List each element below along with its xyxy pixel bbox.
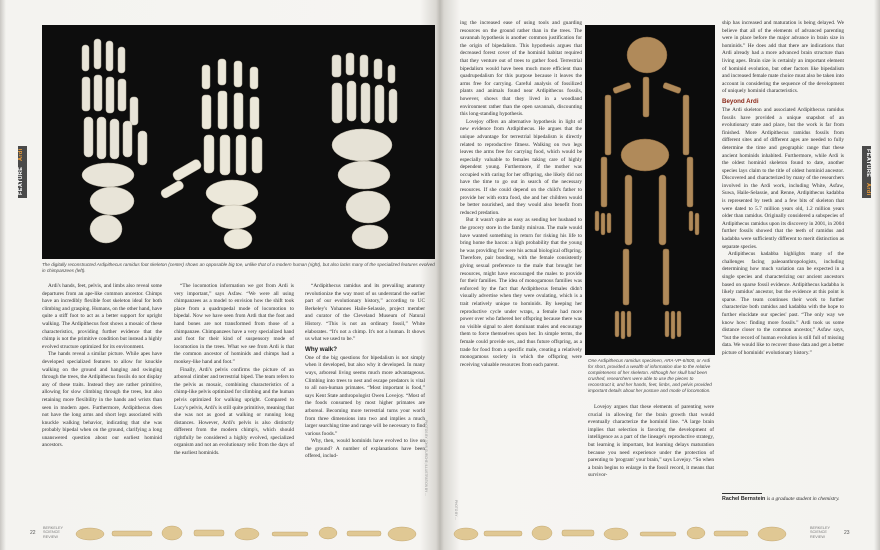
author-bio: is a graduate student in chemistry. (766, 496, 840, 502)
text-column-1 (460, 20, 582, 520)
magazine-logo-line: BERKELEY (810, 526, 831, 530)
section-label: FEATURE (865, 148, 871, 177)
paragraph: The Ardi skeleton and associated Ardipithecus ramidus fossils have provided a unique snapshot of an evolutionary state and place, but the work is far from finished. More Ardipithecus ramidus fossils from different sites and of different ages are needed to fully determine the time and geographic range that these ancient hominids inhabited. Furthermore, while Ardi is the oldest hominid skeleton found to date, another species lays claim to the title of oldest hominid ancestor. Discovered and characterized by many of the researchers involved in the Ardi work, including White, Asfaw, Suwa, Haile-Selassie, and Renne, Ardipithecus kadabba is represented by teeth and a few bits of skeleton that were dated to 5.7 million years old, 1.2 million years older than ramidus. Originally considered a subspecies of Ardipithecus ramidus upon its discovery in 2001, in 2004 further fossils showed that the teeth of ramidus and kadabba were sufficiently different to merit distinction as separate species. (722, 106, 844, 250)
foot-skeleton-comparison-photo (42, 25, 435, 259)
paragraph: “Ardipithecus ramidus and its prevailing anatomy revolutionize the way most of us understand the earlier part of our evolutionary history,” according to UC Berkeley's Yohannes Haile-Selassie, project member and curator of the Cleveland Museum of Natural History. “This is not an ordinary fossil,” White elaborates. “It's not a chimp. It's not a human. It shows us what we used to be.” (305, 283, 425, 343)
magazine-logo-line: REVIEW (810, 534, 825, 539)
paragraph: The hands reveal a similar picture. While apes have developed specialized features to allow for knuckle walking on the ground and hanging and swinging through the trees, the Ardipithecus fossils do not display any of these traits. Instead they are rather primitive, allowing for slow climbing through the trees, but also retaining more flexibility in the hands and wrists than seen in modern apes. Furthermore, Ardipithecus does not have the long arms and short legs associated with knuckle walking behavior, indicating that she was probably bipedal when on the ground, clarifying a long unanswered question about our earliest hominid ancestors. (42, 351, 162, 449)
section-tab (862, 146, 871, 198)
skeleton-illustration (585, 25, 715, 355)
paragraph: Lovejoy argues that these elements of parenting were crucial in allowing for the brain growth that would eventually characterize the hominid line. “A large brain implies that selection is favoring the development of intelligence as a part of the lineage's reproductive strategy, but learning is important, but learning delays maturation because you need experience under the protection of parenting to 'program' your brain,” says Lovejoy. “So when a brain begins to enlarge in the fossil record, it means that survivor- (588, 404, 714, 479)
magazine-logo (810, 526, 830, 539)
bone-decoration-strip (72, 522, 432, 544)
paragraph: Lovejoy offers an alternative hypothesis in light of new evidence from Ardipithecus. He argues that the unique advantage for terrestrial bipedalism is directly related to reproductive fitness. Walking on two legs leaves the arms free for carrying food, which would be especially valuable to females taking care of highly dependent young. Furthermore, if the mother was occupied with caring for her offspring, she likely did not have the time to go out in search of the necessary resources. If she could depend on the child's father to provide her with extra food, she and her children would be better nourished, and they would also benefit from reduced predation. (460, 118, 582, 216)
author-signature (722, 496, 844, 503)
paragraph: But it wasn't quite as easy as sending her husband to the grocery store in the family minivan. The male would have wanted something in return for risking his life to bring home the bacon: a high probability that the young he was providing for were his actual biological offspring. Therefore, pair bonding, with the female consistently giving sexual preference to the male that brought her resources, might have encouraged the males to provide for their families. The idea of monogamous families was enforced by the fact that Ardipithecus females didn't visually advertise when they were ovulating, which is a trait relatively unique to hominids. By keeping her reproductive cycle under wraps, a female had more power over who fathered her offspring because there was no visible signal to alert dominant males and encourage them to force themselves upon her. In simple terms, the female could provide sex, and thus future offspring, as a trade for food from a specific male, creating a relatively monogamous society in which the offspring were receiving valuable resources from each parent. (460, 217, 582, 368)
page-number: 22 (30, 530, 36, 536)
magazine-logo-line: SCIENCE (810, 530, 827, 535)
magazine-logo-line: SCIENCE (43, 530, 60, 535)
paragraph: “The locomotion information we got from Ardi is very important,” says Asfaw. “We were all using chimpanzees as a model to envision how the shift took place from a quadrupedal mode of locomotion to bipedal. Now we have seen from Ardi that the foot and hand bones are not transformed from those of a chimpanzee. Chimpanzees have a very specialized hand and foot for their kind of suspensory mode of locomotion in the trees. What we see from Ardi is that the common ancestor of hominids and chimps had a monkey-like hand and foot.” (174, 283, 294, 365)
section-label: FEATURE (18, 167, 24, 196)
magazine-logo-line: REVIEW (43, 534, 58, 539)
text-column-3 (722, 20, 844, 490)
bone-decoration-strip (450, 522, 800, 544)
section-sub-label: Ardi (865, 182, 871, 196)
figure-caption: The digitally reconstructed Ardipithecus ramidus foot skeleton (center) shows an opposable big toe, unlike that of a modern human (right), but also lacks many of the specialized features evolved in chimpanzees (left). (42, 262, 435, 273)
page-number: 23 (844, 530, 850, 536)
paragraph: One of the big questions for bipedalism is not simply when it developed, but also why it developed. In many ways, arboreal living seems much more advantageous. Climbing into trees to nest and escape predators is vital to all non-human primates. “Most important is food,” says Kent State anthropologist Owen Lovejoy. “Most of the foods consumed by most higher primates are arboreal. Becoming more terrestrial turns your world from three dimensions into two and implies a much larger searching time and range will be necessary to find various foods.” (305, 354, 425, 437)
section-heading: Why walk? (305, 345, 337, 353)
author-name: Rachel Bernstein (722, 496, 766, 502)
foot-bones-illustration (42, 25, 435, 259)
paragraph: Ardi's hands, feet, pelvis, and limbs also reveal some departures from an ape-like common ancestor. Chimps have an incredibly flexible foot skeleton ideal for both climbing and grasping. Humans, on the other hand, have quite a stiff foot to act as a better support for upright walking. The Ardipithecus foot shows a mosaic of these characteristics, providing further evidence that the chimp is not the primitive condition but instead a highly evolved structure optimized for its environment. (42, 283, 162, 350)
paragraph: Why, then, would hominids have evolved to live on the ground? A number of explanations have been offered, includ- (305, 438, 425, 460)
section-tab (18, 146, 27, 198)
text-column-2 (174, 283, 294, 519)
photo-credit: PHOTOS BY JOHN GURCHE; ILLUSTRATION BY ... (424, 420, 428, 496)
text-column-1 (42, 283, 162, 519)
paragraph: Finally, Ardi's pelvis confirms the picture of an arboreal climber and terrestrial biped. The team refers to the pelvis as mosaic, combining characteristics of a chimp-like pelvis optimized for climbing and the human pelvis optimized for walking upright. Compared to Lucy's pelvis, Ardi's is still quite primitive, meaning that she was not as good at walking or running long distances. However, Ardi's pelvis is also distinctly different from the modern chimp's, which should rightfully be considered a highly evolved, specialized organism and not an evolutionary relic from the days of the earliest hominids. (174, 366, 294, 457)
paragraph: ing the increased ease of using tools and guarding resources on the ground rather than in the trees. The savannah hypothesis is another common justification for the origin of bipedalism. This hypothesis argues that decreased forest cover of the hominid habitat required that they venture out of trees to gather food. Terrestrial bipedalism would have been much more efficient than quadrupedalism for this purpose because it leaves the arms free for carrying. Careful analysis of fossilized plants and animals found near Ardipithecus fossils, however, shows that they lived in a woodland environment rather than the open savannah, discounting this long-standing hypothesis. (460, 20, 582, 118)
section-sub-label: Ardi (18, 148, 24, 162)
ardi-skeleton-photo (585, 25, 715, 355)
text-column-2 (588, 404, 714, 520)
figure-caption: One Ardipithecus ramidus specimen, ARA-VP-6/500, or Ardi for short, provided a wealth of information due to the relative completeness of her skeleton. Although her skull had been crushed, researchers were able to use the pieces to reconstruct it, and her hands, feet, limbs, and pelvis provided important details about her posture and mode of locomotion. (588, 358, 712, 393)
paragraph: Ardipithecus kadabba highlights many of the challenges facing paleoanthropologists, including determining how much variation can be expected in a single species and characterizing our ancient ancestors based on sparse fossil evidence. Ardipithecus kadabba is likely ramidus' ancestor, but the evidence at this point is sparse. The team continues their work to further characterize both ramidus and kadabba with the hope to further elucidate our species' past. “The only way we know how: finding more fossils.” Ardi took us some distance closer to the common ancestor,” Asfaw says, “but the record of human evolution is still full of missing data. We would like to recover those data and get a better picture of hominids' evolutionary history.” (722, 251, 844, 356)
right-page (440, 0, 880, 550)
photo-credit: PHOTO BY ... (454, 500, 458, 520)
paragraph: ship has increased and maturation is being delayed. We believe that all of the elements of advanced parenting were in place before the major advance in brain size in hominids.” He does add that there are indications that Ardi already had a more advanced brain structure than living apes. Brain size is certainly an important element of hominid evolution, but other factors like bipedalism and increased female mate choice must also be taken into account in considering the sequence of the development of uniquely hominid characteristics. (722, 20, 844, 95)
section-heading: Beyond Ardi (722, 97, 759, 105)
magazine-logo-line: BERKELEY (43, 526, 64, 530)
text-column-3 (305, 283, 425, 519)
author-rule (722, 493, 762, 494)
magazine-logo (43, 526, 63, 539)
